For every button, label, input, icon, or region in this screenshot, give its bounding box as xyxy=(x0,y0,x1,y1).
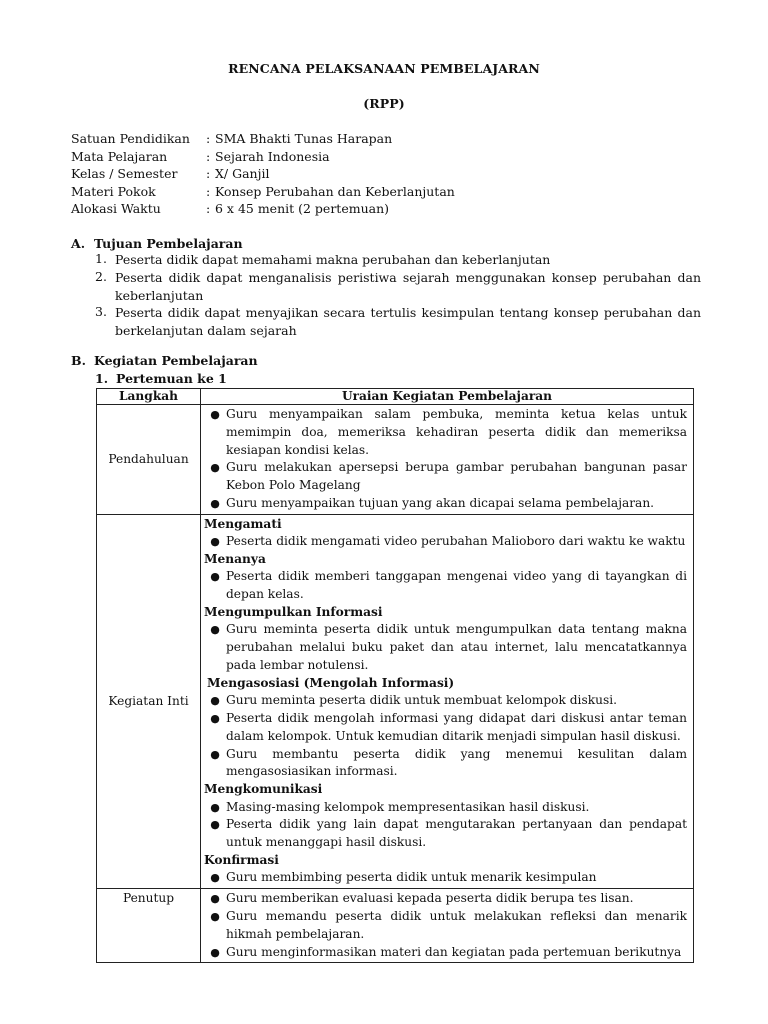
list-item xyxy=(204,692,687,710)
bullet-text: Peserta didik mengolah informasi yang didapat dari diskusi antar teman dalam kelompok. Untuk kemudian ditarik menjadi simpulan hasil diskusi. xyxy=(226,710,687,743)
section-a-heading xyxy=(71,236,243,251)
bullet-icon: ● xyxy=(210,694,220,708)
bullet-text: Peserta didik yang lain dapat mengutarakan pertanyaan dan pendapat untuk menanggapi hasil diskusi. xyxy=(226,817,687,850)
table-header-row xyxy=(97,389,694,405)
list-item xyxy=(204,746,687,782)
list-item xyxy=(204,799,687,817)
item-text: Peserta didik dapat menganalisis peristiwa sejarah menggunakan konsep perubahan dan keberlanjutan xyxy=(115,269,701,303)
meeting-number: 1. xyxy=(95,371,109,386)
info-value: Konsep Perubahan dan Keberlanjutan xyxy=(215,183,455,199)
table-body xyxy=(97,405,694,963)
info-value: X/ Ganjil xyxy=(215,166,270,182)
bullet-icon: ● xyxy=(210,747,220,761)
bullet-text: Peserta didik memberi tanggapan mengenai video yang di tayangkan di depan kelas. xyxy=(226,569,687,602)
info-row xyxy=(71,201,455,219)
info-value: Sejarah Indonesia xyxy=(215,148,330,164)
bullet-icon: ● xyxy=(210,945,220,959)
bullet-icon: ● xyxy=(210,892,220,906)
section-b-heading xyxy=(71,353,258,368)
list-item xyxy=(95,251,701,269)
info-label: Satuan Pendidikan xyxy=(71,131,190,146)
step-cell: Penutup xyxy=(97,889,201,963)
info-value: SMA Bhakti Tunas Harapan xyxy=(215,131,393,146)
bullet-icon: ● xyxy=(210,800,220,814)
list-item xyxy=(204,621,687,674)
bullet-text: Guru melakukan apersepsi berupa gambar perubahan bangunan pasar Kebon Polo Magelang xyxy=(226,460,687,493)
column-header-step: Langkah xyxy=(97,389,201,405)
item-text: Peserta didik dapat menyajikan secara tertulis kesimpulan tentang konsep perubahan dan berkelanjutan dalam sejarah xyxy=(115,305,701,339)
description-cell xyxy=(201,514,694,888)
phase-heading: Mengamati xyxy=(204,516,282,531)
document-title: RENCANA PELAKSANAAN PEMBELAJARAN xyxy=(228,61,540,76)
bullet-text: Guru menyampaikan salam pembuka, meminta ketua kelas untuk memimpin doa, memeriksa kehadiran peserta didik dan memeriksa kesiapan kondisi kelas. xyxy=(226,407,687,457)
bullet-text: Guru membantu peserta didik yang menemui kesulitan dalam mengasosiasikan informasi. xyxy=(226,746,687,779)
info-label: Materi Pokok xyxy=(71,183,156,199)
info-row xyxy=(71,149,455,167)
info-value: 6 x 45 menit (2 pertemuan) xyxy=(215,201,390,217)
table-row xyxy=(97,514,694,888)
section-letter: B. xyxy=(71,353,86,368)
item-number: 3. xyxy=(95,304,107,320)
identity-block xyxy=(71,131,455,219)
phase-heading: Mengkomunikasi xyxy=(204,782,323,797)
list-item xyxy=(204,908,687,944)
bullet-icon: ● xyxy=(210,408,220,421)
document-subtitle: (RPP) xyxy=(363,96,405,111)
info-row xyxy=(71,131,455,149)
description-cell xyxy=(201,889,694,963)
info-colon: : xyxy=(206,183,211,199)
list-item xyxy=(204,710,687,746)
info-colon: : xyxy=(206,131,211,146)
description-content xyxy=(201,405,693,514)
table-row xyxy=(97,405,694,515)
list-item xyxy=(204,495,687,513)
list-item xyxy=(204,944,687,962)
bullet-icon: ● xyxy=(210,711,220,725)
activities-table xyxy=(96,388,694,963)
bullet-icon: ● xyxy=(210,623,220,637)
step-cell: Pendahuluan xyxy=(97,405,201,515)
item-text: Peserta didik dapat memahami makna perubahan dan keberlanjutan xyxy=(115,252,551,267)
phase-heading: Mengasosiasi (Mengolah Informasi) xyxy=(207,675,455,690)
meeting-heading xyxy=(95,371,227,386)
list-item xyxy=(204,816,687,852)
section-letter: A. xyxy=(71,236,86,251)
info-label: Mata Pelajaran xyxy=(71,148,168,164)
info-row xyxy=(71,184,455,202)
item-number: 1. xyxy=(95,251,107,266)
info-colon: : xyxy=(206,148,211,164)
list-item xyxy=(95,304,701,340)
bullet-text: Guru memberikan evaluasi kepada peserta didik berupa tes lisan. xyxy=(226,891,634,906)
info-colon: : xyxy=(206,166,211,182)
bullet-text: Guru menginformasikan materi dan kegiatan pada pertemuan berikutnya xyxy=(226,944,682,959)
bullet-icon: ● xyxy=(210,535,220,549)
bullet-icon: ● xyxy=(210,909,220,923)
info-label: Kelas / Semester xyxy=(71,166,178,182)
list-item xyxy=(204,406,687,459)
bullet-text: Guru meminta peserta didik untuk membuat kelompok diskusi. xyxy=(226,693,617,708)
list-item xyxy=(204,890,687,908)
bullet-icon: ● xyxy=(210,570,220,584)
meeting-title: Pertemuan ke 1 xyxy=(116,371,227,386)
column-header-description: Uraian Kegiatan Pembelajaran xyxy=(201,389,694,405)
table-row xyxy=(97,889,694,963)
bullet-text: Masing-masing kelompok mempresentasikan hasil diskusi. xyxy=(226,799,590,814)
phase-heading: Konfirmasi xyxy=(204,852,279,867)
info-label: Alokasi Waktu xyxy=(71,201,161,217)
section-title: Tujuan Pembelajaran xyxy=(94,236,243,251)
list-item xyxy=(95,269,701,305)
bullet-text: Peserta didik mengamati video perubahan Malioboro dari waktu ke waktu xyxy=(226,534,686,549)
bullet-icon: ● xyxy=(210,871,220,885)
section-title: Kegiatan Pembelajaran xyxy=(94,353,258,368)
description-cell xyxy=(201,405,694,515)
bullet-icon: ● xyxy=(210,818,220,832)
objectives-list xyxy=(95,251,701,340)
list-item xyxy=(204,533,687,551)
info-row xyxy=(71,166,455,184)
list-item xyxy=(204,459,687,495)
info-colon: : xyxy=(206,201,211,217)
bullet-icon: ● xyxy=(210,461,220,475)
bullet-text: Guru menyampaikan tujuan yang akan dicapai selama pembelajaran. xyxy=(226,495,655,510)
item-number: 2. xyxy=(95,268,107,284)
phase-heading: Menanya xyxy=(204,551,266,566)
phase-heading: Mengumpulkan Informasi xyxy=(204,604,383,619)
description-content xyxy=(201,515,693,888)
step-cell: Kegiatan Inti xyxy=(97,514,201,888)
list-item xyxy=(204,568,687,604)
bullet-icon: ● xyxy=(210,496,220,510)
bullet-text: Guru memandu peserta didik untuk melakukan refleksi dan menarik hikmah pembelajaran. xyxy=(226,908,687,941)
list-item xyxy=(204,869,687,887)
bullet-text: Guru membimbing peserta didik untuk menarik kesimpulan xyxy=(226,870,597,885)
bullet-text: Guru meminta peserta didik untuk mengumpulkan data tentang makna perubahan melalui buku paket dan atau internet, lalu mencatatkannya pada lembar notulensi. xyxy=(226,622,687,672)
description-content xyxy=(201,889,693,962)
